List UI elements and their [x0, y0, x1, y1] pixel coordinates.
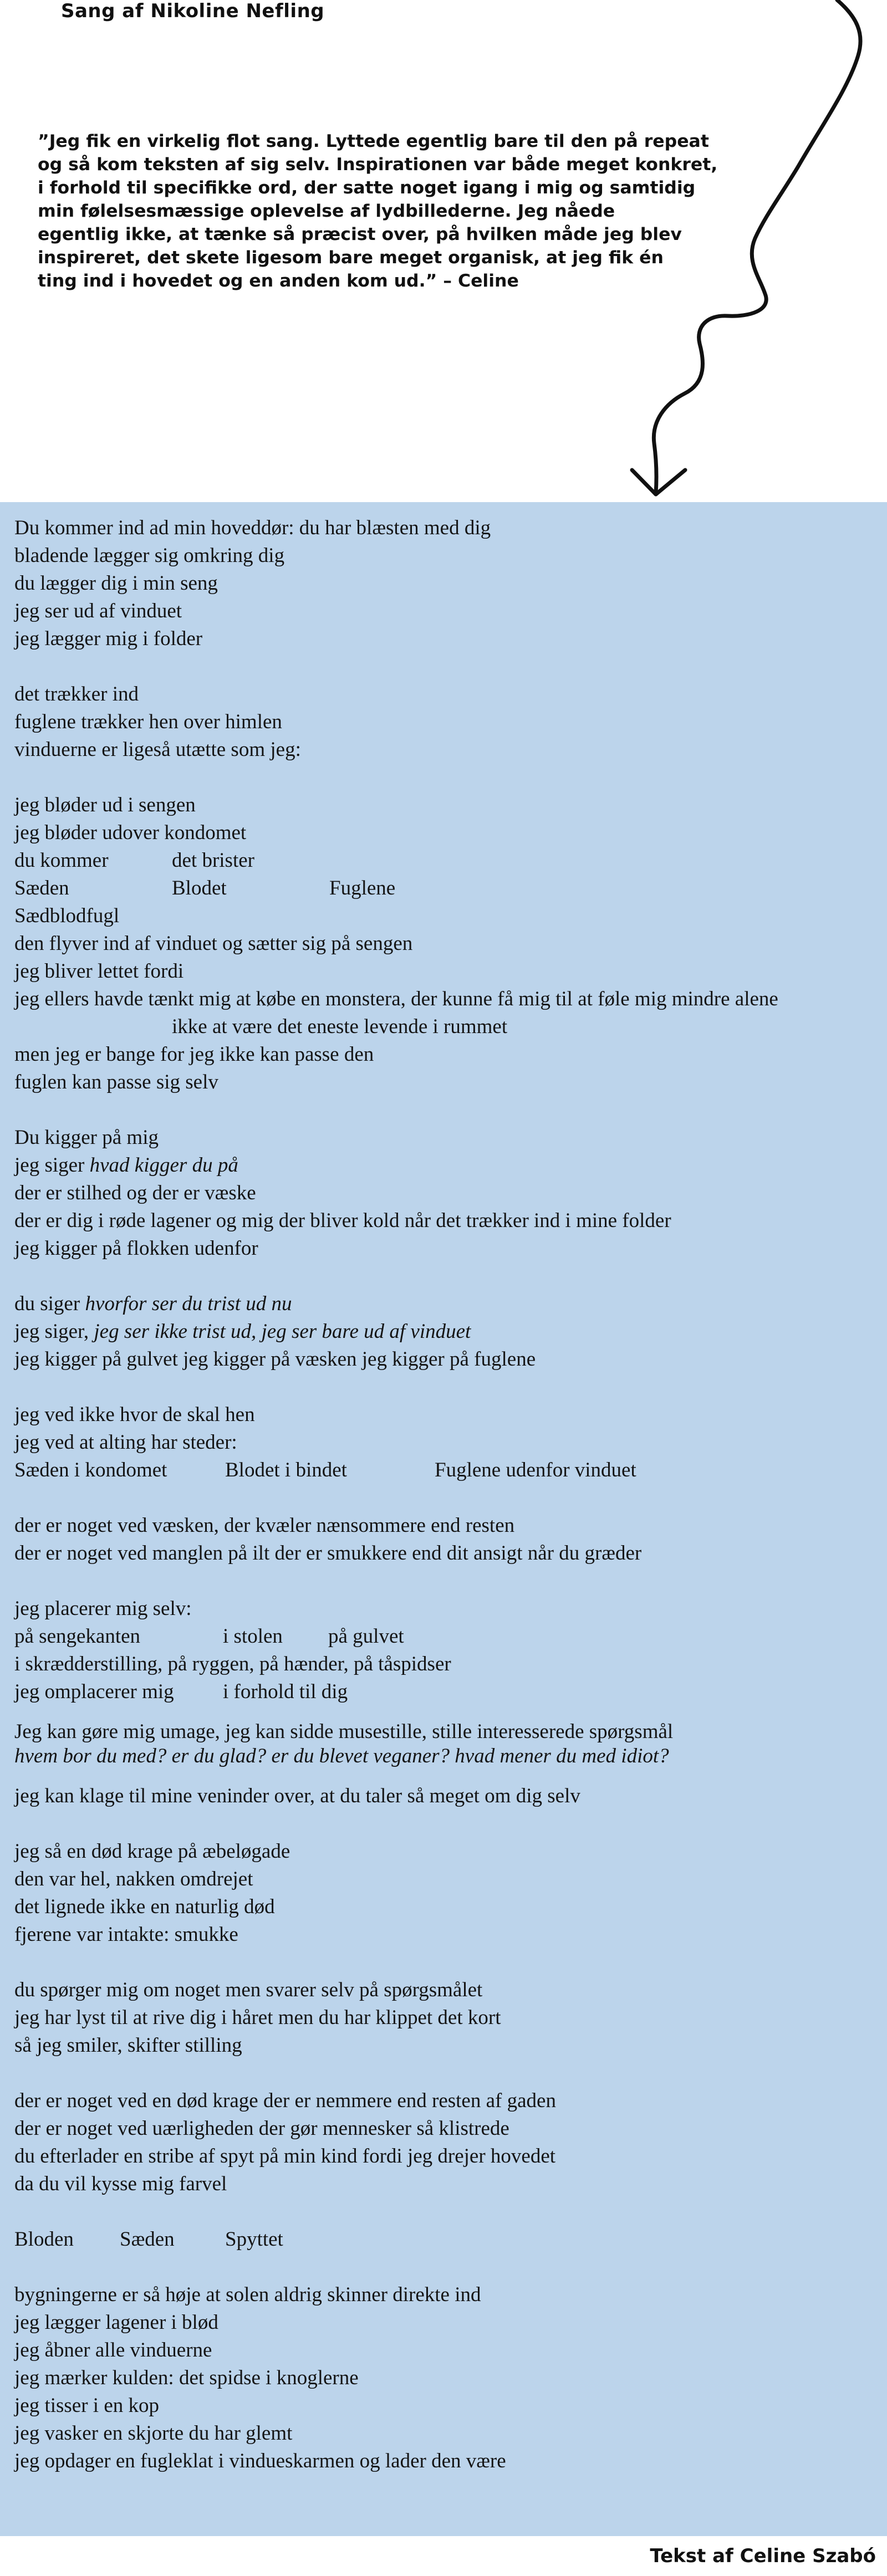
hand-drawn-arrow-icon	[0, 0, 887, 502]
poem-line-columns	[14, 2226, 879, 2253]
poem-fragment: Blodet i bindet	[225, 1459, 347, 1481]
poem-fragment: Fuglene udenfor vinduet	[435, 1459, 636, 1481]
poem-line: Jeg kan gøre mig umage, jeg kan sidde musestille, stille interesserede spørgsmål	[14, 1720, 674, 1743]
poem-fragment: Sæden i kondomet	[14, 1459, 167, 1481]
poem-fragment: jeg omplacerer mig	[14, 1680, 174, 1703]
poem-fragment: Bloden	[14, 2228, 74, 2251]
poem-line: fuglene trækker hen over himlen	[14, 711, 282, 733]
poem-line: jeg bliver lettet fordi	[14, 960, 184, 983]
poem-line: det lignede ikke en naturlig død	[14, 1895, 275, 1918]
poem-line: vinduerne er ligeså utætte som jeg:	[14, 738, 301, 761]
poem-line: men jeg er bange for jeg ikke kan passe den	[14, 1043, 374, 1066]
poem-line: bygningerne er så høje at solen aldrig skinner direkte ind	[14, 2283, 481, 2306]
poem-line: der er noget ved manglen på ilt der er smukkere end dit ansigt når du græder	[14, 1542, 642, 1565]
poem-line: jeg lægger lagener i blød	[14, 2311, 218, 2334]
poem-line-columns	[14, 1623, 879, 1650]
quote-line: ”Jeg fik en virkelig flot sang. Lyttede egentlig bare til den på repeat	[38, 131, 709, 151]
poem-fragment: Spyttet	[225, 2228, 283, 2251]
poem-line: jeg har lyst til at rive dig i håret men du har klippet det kort	[14, 2006, 501, 2029]
poem-line: jeg åbner alle vinduerne	[14, 2339, 212, 2362]
quote-line: ting ind i hovedet og en anden kom ud.” – Celine	[38, 271, 519, 291]
poem-fragment: i stolen	[223, 1625, 283, 1648]
poem-line-columns	[14, 1678, 879, 1706]
poem-line: fjerene var intakte: smukke	[14, 1923, 238, 1946]
poem-fragment: du kommer	[14, 849, 109, 872]
poem-line: jeg opdager en fugleklat i vindueskarmen og lader den være	[14, 2450, 506, 2472]
poem-line: der er noget ved uærligheden der gør mennesker så klistrede	[14, 2117, 509, 2140]
poem-line-italic: hvem bor du med? er du glad? er du blevet veganer? hvad mener du med idiot?	[14, 1745, 669, 1767]
poem-line: jeg kan klage til mine veninder over, at du taler så meget om dig selv	[14, 1785, 580, 1807]
quote-line: min følelsesmæssige oplevelse af lydbillederne. Jeg nåede	[38, 201, 615, 221]
poem-line: du spørger mig om noget men svarer selv på spørgsmålet	[14, 1979, 483, 2001]
poem-line: jeg bløder udover kondomet	[14, 821, 247, 844]
poem-line: jeg vasker en skjorte du har glemt	[14, 2422, 293, 2445]
poem-fragment: jeg siger	[14, 1154, 90, 1177]
poem-line: jeg placerer mig selv:	[14, 1597, 192, 1620]
poem-line: den var hel, nakken omdrejet	[14, 1868, 253, 1890]
poem-line-columns	[14, 875, 879, 902]
poem-fragment: det brister	[172, 849, 254, 872]
poem-fragment-italic: hvad kigger du på	[89, 1154, 238, 1177]
poem-line: det trækker ind	[14, 683, 139, 706]
poem-line: den flyver ind af vinduet og sætter sig på sengen	[14, 932, 413, 955]
poem-line: jeg kigger på gulvet jeg kigger på væsken jeg kigger på fuglene	[14, 1348, 536, 1371]
poem-line: jeg ved ikke hvor de skal hen	[14, 1403, 255, 1426]
poem-line: Du kommer ind ad min hoveddør: du har blæsten med dig	[14, 517, 491, 539]
poem-line-indented: ikke at være det eneste levende i rummet	[172, 1015, 508, 1038]
poem-fragment: Blodet	[172, 877, 227, 899]
poem-line: der er dig i røde lagener og mig der bliver kold når det trækker ind i mine folder	[14, 1209, 671, 1232]
poem-line: bladende lægger sig omkring dig	[14, 544, 285, 567]
quote-line: egentlig ikke, at tænke så præcist over, på hvilken måde jeg blev	[38, 224, 682, 244]
poem-line: du efterlader en stribe af spyt på min kind fordi jeg drejer hovedet	[14, 2145, 556, 2168]
poem-line: da du vil kysse mig farvel	[14, 2173, 227, 2195]
author-credit: Tekst af Celine Szabó	[650, 2545, 876, 2567]
poem-fragment-italic: hvorfor ser du trist ud nu	[85, 1292, 292, 1315]
poem-fragment: på gulvet	[328, 1625, 404, 1648]
poem-fragment: du siger	[14, 1292, 85, 1315]
poem-line: jeg ellers havde tænkt mig at købe en monstera, der kunne få mig til at føle mig mindre alene	[14, 988, 778, 1010]
poem-line: jeg ser ud af vinduet	[14, 600, 182, 622]
poem-fragment: Fuglene	[329, 877, 396, 899]
poem-line-columns	[14, 1456, 879, 1484]
poem-line: så jeg smiler, skifter stilling	[14, 2034, 242, 2057]
poem-line: jeg ved at alting har steder:	[14, 1431, 237, 1454]
poem-panel	[0, 502, 887, 2536]
poem-line: Du kigger på mig	[14, 1126, 159, 1149]
poem-line: der er noget ved en død krage der er nemmere end resten af gaden	[14, 2089, 556, 2112]
header-title: Sang af Nikoline Nefling	[61, 0, 325, 22]
quote-line: i forhold til specifikke ord, der satte noget igang i mig og samtidig	[38, 178, 696, 198]
poem-line: fuglen kan passe sig selv	[14, 1071, 218, 1093]
poem-line: jeg tisser i en kop	[14, 2394, 160, 2417]
poem-line	[14, 1290, 879, 1318]
poem-text	[14, 514, 879, 2475]
poem-line: i skrædderstilling, på ryggen, på hænder, på tåspidser	[14, 1653, 451, 1675]
poem-fragment: i forhold til dig	[223, 1680, 348, 1703]
poem-line: der er noget ved væsken, der kvæler nænsommere end resten	[14, 1514, 515, 1537]
poem-line: jeg så en død krage på æbeløgade	[14, 1840, 290, 1863]
poem-line	[14, 1318, 879, 1346]
poem-line-columns	[14, 847, 879, 875]
poem-line: jeg mærker kulden: det spidse i knoglerne	[14, 2367, 359, 2389]
quote-line: inspireret, det skete ligesom bare meget organisk, at jeg fik én	[38, 248, 664, 268]
poem-fragment: jeg siger,	[14, 1320, 94, 1343]
poem-line: jeg kigger på flokken udenfor	[14, 1237, 258, 1260]
poem-fragment-italic: jeg ser ikke trist ud, jeg ser bare ud af vinduet	[94, 1320, 471, 1343]
poem-line: du lægger dig i min seng	[14, 572, 218, 595]
poem-line: jeg bløder ud i sengen	[14, 794, 196, 816]
poem-fragment: Sæden	[120, 2228, 175, 2251]
poem-line	[14, 1152, 879, 1179]
quote-line: og så kom teksten af sig selv. Inspirationen var både meget konkret,	[38, 155, 718, 175]
poem-line: Sædblodfugl	[14, 904, 120, 927]
poem-fragment: på sengekanten	[14, 1625, 141, 1648]
poem-line: der er stilhed og der er væske	[14, 1182, 256, 1204]
poem-fragment: Sæden	[14, 877, 69, 899]
poem-line: jeg lægger mig i folder	[14, 627, 203, 650]
